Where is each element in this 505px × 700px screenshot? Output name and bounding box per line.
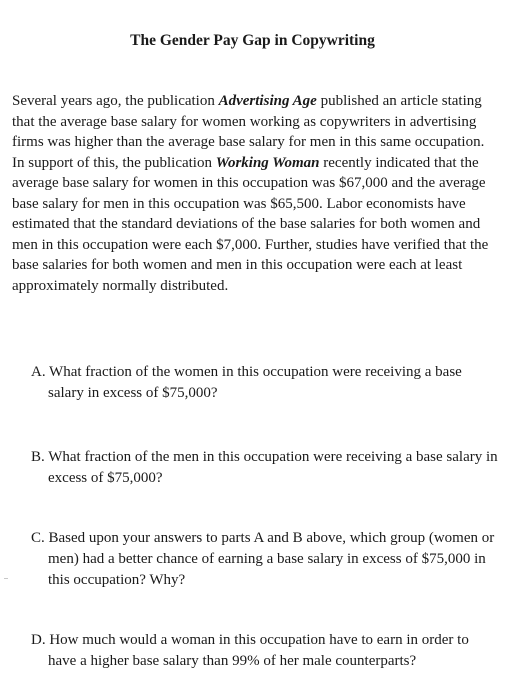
intro-paragraph <box>12 91 494 296</box>
margin-mark <box>4 578 8 579</box>
question-b: B. What fraction of the men in this occupation were receiving a base salary in excess of $75,000? <box>31 449 498 486</box>
intro-text-2: published an article stating that the average base salary for women working as copywriters in advertising firms was higher than the average base salary for men in this same occupation. In support of this, the publication <box>12 93 485 171</box>
question-d: D. How much would a woman in this occupation have to earn in order to have a higher base salary than 99% of her male counterparts? <box>31 632 469 669</box>
question-a: A. What fraction of the women in this occupation were receiving a base salary in excess of $75,000? <box>31 364 462 401</box>
publication-name-advertising-age: Advertising Age <box>218 93 317 109</box>
question-c: C. Based upon your answers to parts A and B above, which group (women or men) had a better chance of earning a base salary in excess of $75,000 in this occupation? Why? <box>31 530 495 588</box>
intro-text-3: recently indicated that the average base salary for women in this occupation was $67,000 and the average base salary for men in this occupation was $65,500. Labor economists have estimated that the standard deviations of the base salaries for both women and men in this occupation were each $7,000. Further, studies have verified that the base salaries for both women and men in this occupation were each at least approximately normally distributed. <box>12 154 489 294</box>
intro-text-1: Several years ago, the publication <box>12 93 219 109</box>
publication-name-working-woman: Working Woman <box>215 154 320 171</box>
page-title: The Gender Pay Gap in Copywriting <box>130 32 375 49</box>
